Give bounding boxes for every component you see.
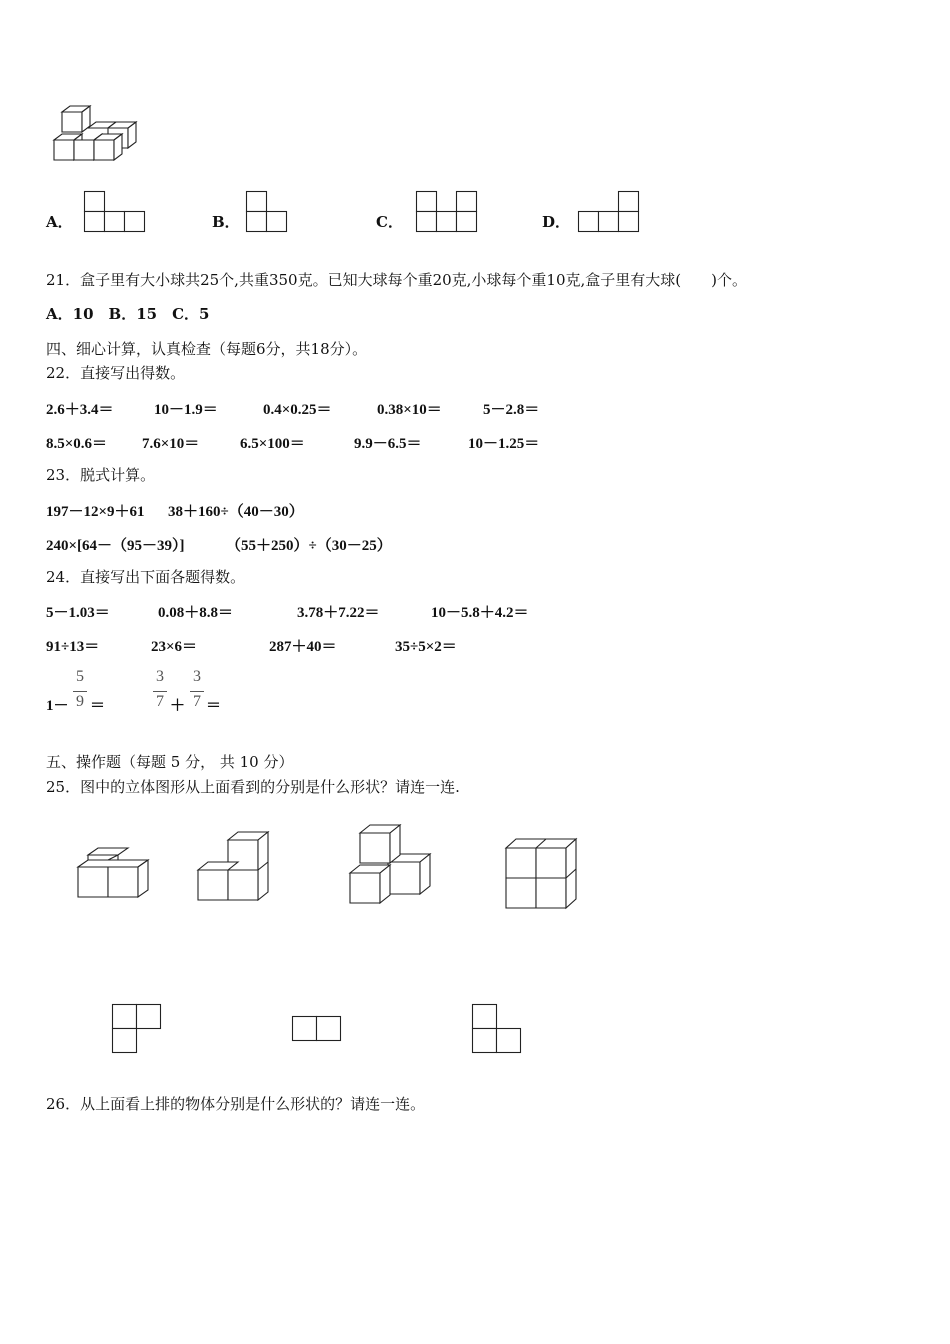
option-c-label[interactable]: C． <box>376 213 403 231</box>
q24-frac1-prefix: 1－ <box>46 698 69 714</box>
q24-frac2-den2: 7 <box>193 693 201 710</box>
section4-title: 四、细心计算，认真检查（每题6分，共18分）。 <box>46 340 368 358</box>
q24-frac2-bar2 <box>190 691 204 692</box>
q22-r2-5: 10－1.25＝ <box>468 436 540 452</box>
q25-solid-2[interactable] <box>196 828 271 903</box>
q25-solid-1[interactable] <box>76 845 151 900</box>
q23-r1-1: 197－12×9＋61 <box>46 504 145 520</box>
q26-text: 26．从上面看上排的物体分别是什么形状的？请连一连。 <box>46 1095 426 1113</box>
option-d-shape[interactable] <box>578 191 640 233</box>
q24-frac1-num: 5 <box>76 668 84 685</box>
q22-r1-5: 5－2.8＝ <box>483 402 540 418</box>
q24-r1-4: 10－5.8＋4.2＝ <box>431 605 529 621</box>
q24-r2-2: 23×6＝ <box>151 639 198 655</box>
q24-r2-3: 287＋40＝ <box>269 639 337 655</box>
q22-title: 22．直接写出得数。 <box>46 364 186 382</box>
option-b-shape[interactable] <box>246 191 288 233</box>
q22-r1-2: 10－1.9＝ <box>154 402 218 418</box>
q24-frac1-suffix: ＝ <box>90 698 106 714</box>
q24-frac1-den: 9 <box>76 693 84 710</box>
q22-r1-3: 0.4×0.25＝ <box>263 402 332 418</box>
q23-r1-2: 38＋160÷（40－30） <box>168 504 304 520</box>
q22-r2-2: 7.6×10＝ <box>142 436 200 452</box>
section5-title: 五、操作题（每题 5 分， 共 10 分） <box>46 753 294 771</box>
q25-topview-3[interactable] <box>472 1004 524 1056</box>
q25-topview-1[interactable] <box>112 1004 164 1056</box>
q24-frac1-bar <box>73 691 87 692</box>
q23-title: 23．脱式计算。 <box>46 466 156 484</box>
q24-r1-2: 0.08＋8.8＝ <box>158 605 234 621</box>
q24-r1-3: 3.78＋7.22＝ <box>297 605 380 621</box>
option-a-label[interactable]: A． <box>46 213 73 231</box>
q24-frac2-den1: 7 <box>156 693 164 710</box>
q22-r2-4: 9.9－6.5＝ <box>354 436 422 452</box>
q23-r2-1: 240×[64－（95－39）] <box>46 538 185 554</box>
q22-r2-3: 6.5×100＝ <box>240 436 305 452</box>
q24-frac2-bar1 <box>153 691 167 692</box>
option-b-label[interactable]: B． <box>212 213 240 231</box>
q23-r2-2: （55＋250）÷（30－25） <box>226 538 392 554</box>
q24-title: 24．直接写出下面各题得数。 <box>46 568 246 586</box>
q22-r1-4: 0.38×10＝ <box>377 402 442 418</box>
q24-frac2-suffix: ＝ <box>206 698 222 714</box>
q22-r2-1: 8.5×0.6＝ <box>46 436 108 452</box>
q25-topview-2[interactable] <box>292 1016 344 1044</box>
q24-frac2-op: ＋ <box>170 698 186 714</box>
q25-text: 25．图中的立体图形从上面看到的分别是什么形状？请连一连. <box>46 778 460 796</box>
option-c-shape[interactable] <box>416 191 478 233</box>
q24-r1-1: 5－1.03＝ <box>46 605 110 621</box>
q24-r2-4: 35÷5×2＝ <box>395 639 457 655</box>
q22-r1-1: 2.6＋3.4＝ <box>46 402 114 418</box>
q25-solid-3[interactable] <box>348 821 438 906</box>
cube-figure-q20 <box>48 100 138 170</box>
q24-frac2-num1: 3 <box>156 668 164 685</box>
q21-text: 21．盒子里有大小球共25个,共重350克。已知大球每个重20克,小球每个重10克,盒子里有大球( )个。 <box>46 271 747 289</box>
q24-r2-1: 91÷13＝ <box>46 639 100 655</box>
option-d-label[interactable]: D． <box>542 213 571 231</box>
q24-frac2-num2: 3 <box>193 668 201 685</box>
q25-solid-4[interactable] <box>503 836 583 916</box>
option-a-shape[interactable] <box>84 191 146 233</box>
q21-choices: A．10 B．15 C．5 <box>46 305 210 323</box>
